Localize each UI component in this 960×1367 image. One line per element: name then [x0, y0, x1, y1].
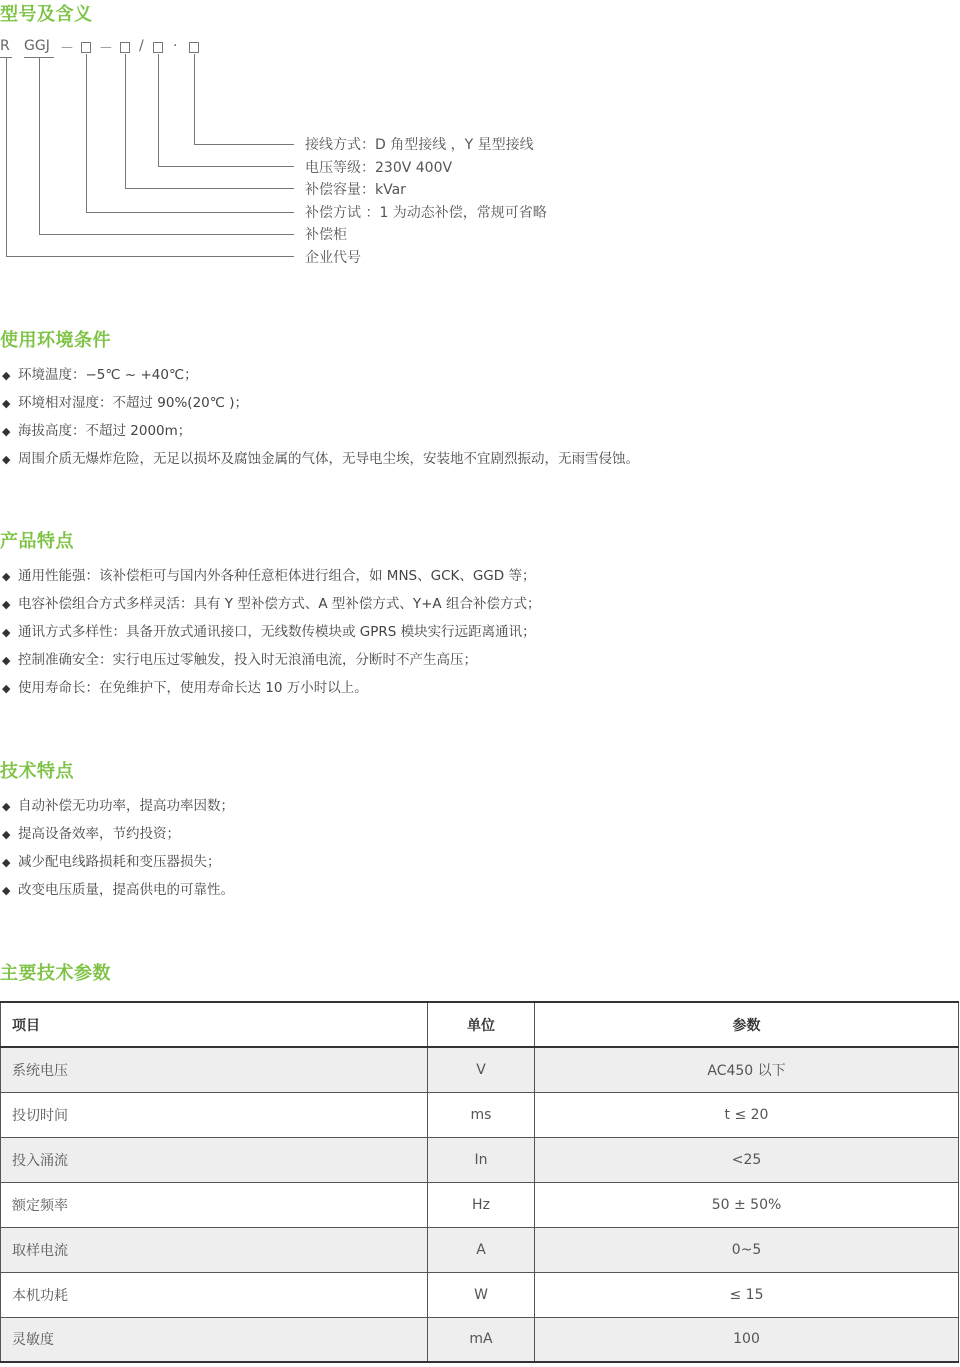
cell-value: 0~5: [535, 1227, 959, 1272]
cell-unit: V: [428, 1047, 535, 1092]
square-box-icon: [189, 42, 199, 53]
features-section-title: 产品特点: [0, 531, 74, 552]
leader-horizontal-r: [6, 256, 294, 257]
meaning-voltage: 电压等级：230V 400V: [305, 160, 453, 176]
cell-item: 投入涌流: [1, 1137, 428, 1182]
list-item: ◆ 环境温度：−5℃ ~ +40℃；: [2, 365, 639, 393]
cell-item: 系统电压: [1, 1047, 428, 1092]
meaning-capacity: 补偿容量：kVar: [305, 182, 406, 198]
table-row: [1, 1272, 959, 1317]
leader-horizontal-box1: [86, 212, 294, 213]
list-item: ◆ 海拔高度：不超过 2000m；: [2, 421, 639, 449]
features-list: [2, 566, 540, 706]
table-row: [1, 1092, 959, 1137]
list-item: ◆ 提高设备效率，节约投资；: [2, 824, 234, 852]
table-header-row: [1, 1002, 959, 1047]
code-dot: ·: [173, 38, 178, 54]
table-row: [1, 1137, 959, 1182]
cell-unit: Hz: [428, 1182, 535, 1227]
cell-unit: W: [428, 1272, 535, 1317]
meaning-compensation-mode: 补偿方试 ：1 为动态补偿，常规可省略: [305, 205, 547, 221]
environment-section-title: 使用环境条件: [0, 330, 111, 351]
cell-value: ≤ 15: [535, 1272, 959, 1317]
table-row: [1, 1047, 959, 1092]
header-unit: 单位: [428, 1002, 535, 1047]
diamond-bullet-icon: ◆: [2, 800, 11, 813]
environment-list: [2, 365, 639, 477]
diamond-bullet-icon: ◆: [2, 425, 11, 438]
code-dash-1: －: [60, 41, 74, 57]
cell-item: 额定频率: [1, 1182, 428, 1227]
diamond-bullet-icon: ◆: [2, 682, 11, 695]
square-box-icon: [120, 42, 130, 53]
cell-item: 本机功耗: [1, 1272, 428, 1317]
diamond-bullet-icon: ◆: [2, 453, 11, 466]
list-item: ◆ 环境相对湿度：不超过 90%(20℃ )；: [2, 393, 639, 421]
cell-item: 投切时间: [1, 1092, 428, 1137]
meaning-wiring: 接线方式：D 角型接线 ，Y 星型接线: [305, 137, 534, 153]
code-r: R: [0, 38, 10, 54]
code-slash: /: [139, 38, 144, 54]
cell-value: t ≤ 20: [535, 1092, 959, 1137]
list-item: ◆ 电容补偿组合方式多样灵活：具有 Y 型补偿方式、A 型补偿方式、Y+A 组合补偿方式；: [2, 594, 540, 622]
leader-horizontal-box4: [194, 144, 294, 145]
meaning-company-code: 企业代号: [305, 250, 361, 266]
leader-vertical-ggj: [39, 57, 40, 234]
cell-unit: mA: [428, 1317, 535, 1362]
cell-unit: A: [428, 1227, 535, 1272]
cell-value: <25: [535, 1137, 959, 1182]
list-item: ◆ 通讯方式多样性：具备开放式通讯接口，无线数传模块或 GPRS 模块实行远距离通讯；: [2, 622, 540, 650]
cell-value: 50 ± 50%: [535, 1182, 959, 1227]
leader-horizontal-box3: [158, 166, 294, 167]
list-item: ◆ 周围介质无爆炸危险，无足以损坏及腐蚀金属的气体，无导电尘埃，安装地不宜剧烈振动，无雨雪侵蚀。: [2, 449, 639, 477]
diamond-bullet-icon: ◆: [2, 369, 11, 382]
cell-item: 灵敏度: [1, 1317, 428, 1362]
list-item: ◆ 改变电压质量，提高供电的可靠性。: [2, 880, 234, 908]
cell-value: 100: [535, 1317, 959, 1362]
leader-vertical-box1: [86, 54, 87, 212]
leader-vertical-r: [6, 57, 7, 256]
params-section-title: 主要技术参数: [0, 963, 111, 984]
table-row: [1, 1227, 959, 1272]
leader-horizontal-ggj: [39, 234, 294, 235]
square-box-icon: [81, 42, 91, 53]
diamond-bullet-icon: ◆: [2, 654, 11, 667]
leader-horizontal-box2: [125, 188, 294, 189]
leader-vertical-box2: [125, 54, 126, 188]
diamond-bullet-icon: ◆: [2, 626, 11, 639]
cell-unit: In: [428, 1137, 535, 1182]
model-section-title: 型号及含义: [0, 4, 93, 25]
meaning-cabinet: 补偿柜: [305, 227, 347, 243]
tech-list: [2, 796, 234, 908]
header-item: 项目: [1, 1002, 428, 1047]
code-ggj: GGJ: [24, 38, 50, 54]
cell-value: AC450 以下: [535, 1047, 959, 1092]
model-code-diagram: [0, 36, 600, 276]
parameter-table: [0, 1001, 959, 1363]
diamond-bullet-icon: ◆: [2, 856, 11, 869]
table-row: [1, 1182, 959, 1227]
list-item: ◆ 自动补偿无功功率，提高功率因数；: [2, 796, 234, 824]
diamond-bullet-icon: ◆: [2, 884, 11, 897]
cell-unit: ms: [428, 1092, 535, 1137]
leader-vertical-box3: [158, 54, 159, 166]
table-row: [1, 1317, 959, 1362]
list-item: ◆ 使用寿命长：在免维护下，使用寿命长达 10 万小时以上。: [2, 678, 540, 706]
diamond-bullet-icon: ◆: [2, 598, 11, 611]
list-item: ◆ 控制准确安全：实行电压过零触发，投入时无浪涌电流，分断时不产生高压；: [2, 650, 540, 678]
diamond-bullet-icon: ◆: [2, 828, 11, 841]
header-value: 参数: [535, 1002, 959, 1047]
list-item: ◆ 通用性能强：该补偿柜可与国内外各种任意柜体进行组合，如 MNS、GCK、GGD 等；: [2, 566, 540, 594]
cell-item: 取样电流: [1, 1227, 428, 1272]
diamond-bullet-icon: ◆: [2, 397, 11, 410]
tech-section-title: 技术特点: [0, 761, 74, 782]
code-dash-2: －: [99, 41, 113, 57]
list-item: ◆ 减少配电线路损耗和变压器损失；: [2, 852, 234, 880]
leader-vertical-box4: [194, 54, 195, 144]
square-box-icon: [153, 42, 163, 53]
diamond-bullet-icon: ◆: [2, 570, 11, 583]
